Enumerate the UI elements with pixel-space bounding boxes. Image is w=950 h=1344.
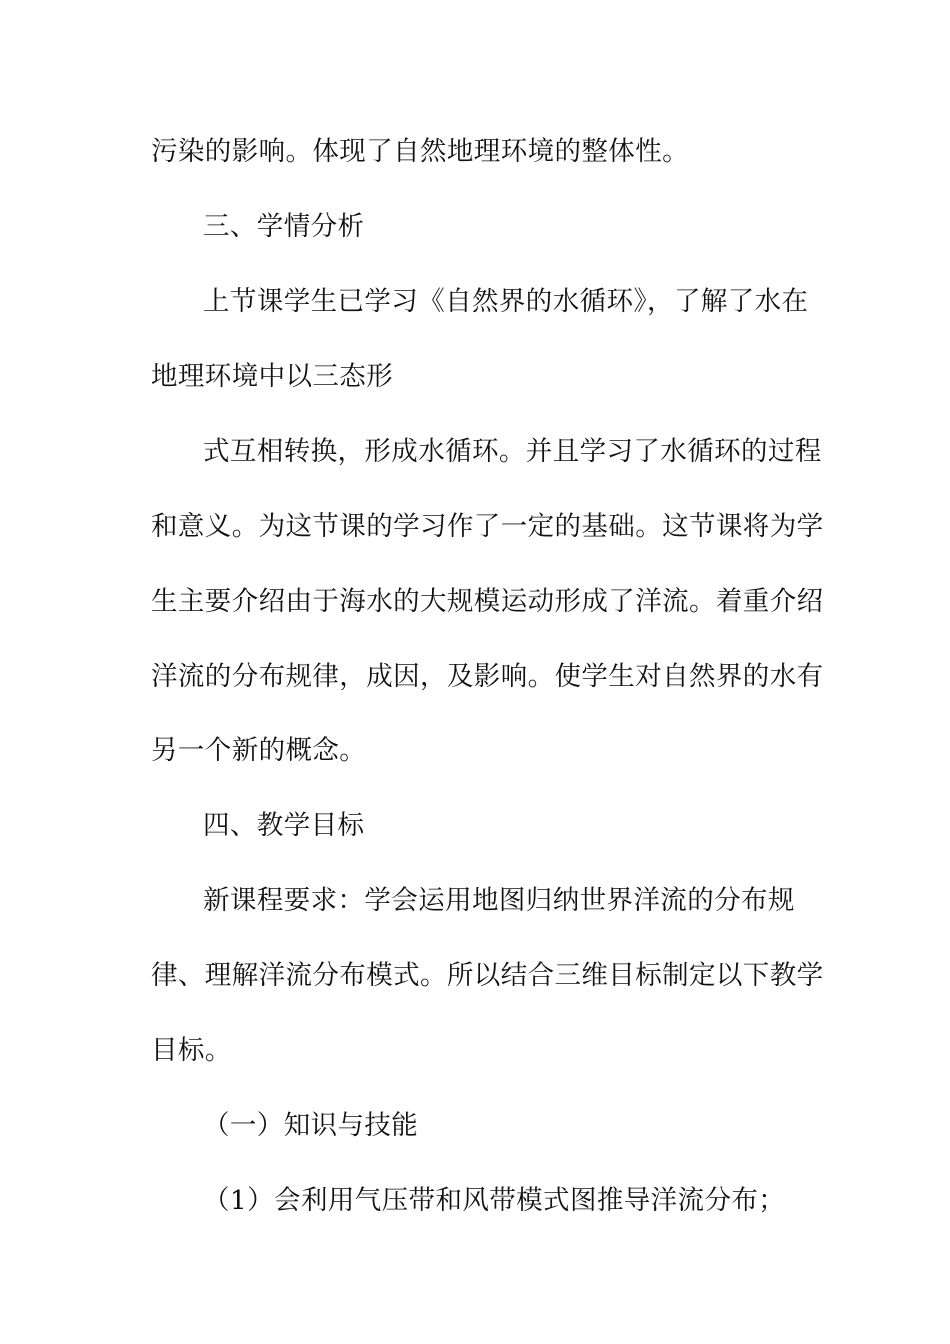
text-line: 上节课学生已学习《自然界的水循环》，了解了水在	[203, 286, 809, 317]
text-line: 和意义。为这节课的学习作了一定的基础。这节课将为学	[151, 511, 824, 542]
text-line: 洋流的分布规律，成因，及影响。使学生对自然界的水有	[151, 661, 824, 692]
text-line: 式互相转换，形成水循环。并且学习了水循环的过程	[203, 436, 822, 467]
text-line: 目标。	[151, 1035, 232, 1066]
section-heading: 三、学情分析	[203, 211, 365, 242]
text-line: 另一个新的概念。	[151, 735, 367, 766]
text-line: 新课程要求：学会运用地图归纳世界洋流的分布规	[203, 885, 795, 916]
list-item: （1）会利用气压带和风带模式图推导洋流分布；	[203, 1185, 786, 1216]
section-heading: 四、教学目标	[203, 810, 365, 841]
subsection-heading: （一）知识与技能	[203, 1110, 419, 1141]
text-line: 污染的影响。体现了自然地理环境的整体性。	[151, 136, 689, 167]
text-line: 生主要介绍由于海水的大规模运动形成了洋流。着重介绍	[151, 586, 824, 617]
text-line: 律、理解洋流分布模式。所以结合三维目标制定以下教学	[151, 960, 824, 991]
text-line: 地理环境中以三态形	[151, 361, 394, 392]
